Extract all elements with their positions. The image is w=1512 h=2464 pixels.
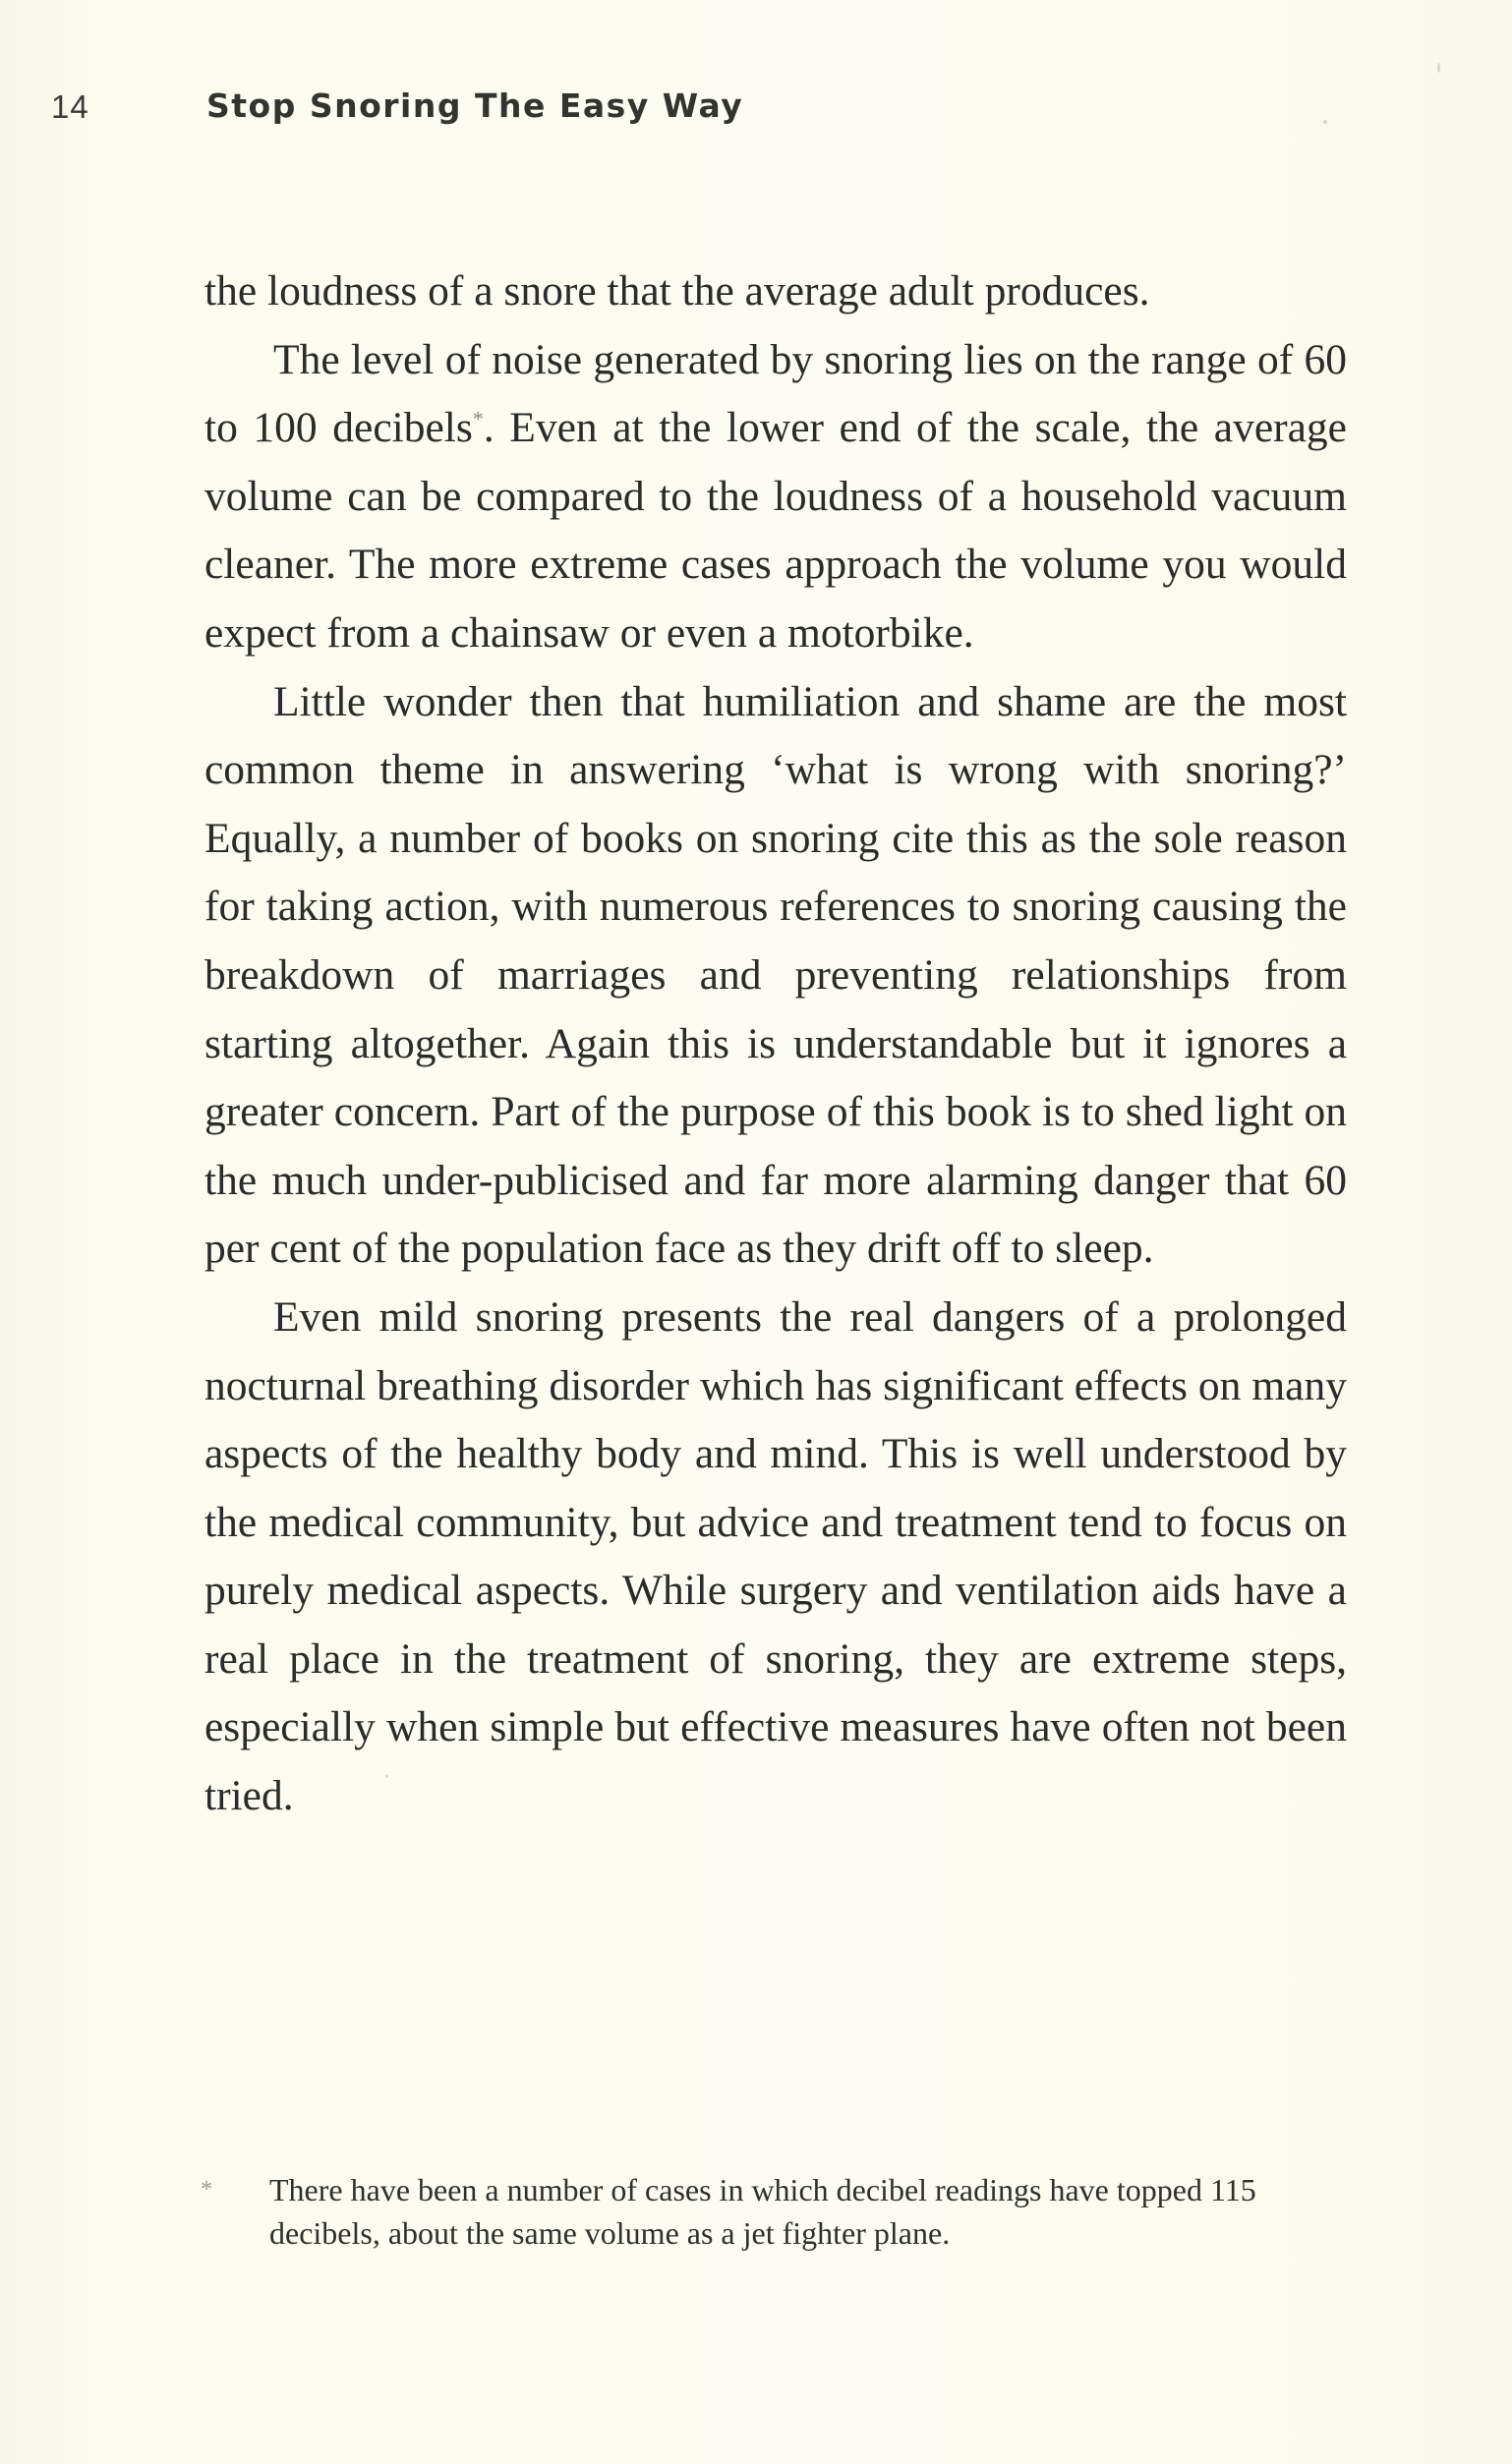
- footnote-text: There have been a number of cases in which decibel readings have topped 115 decibels, about the same volume as a jet fighter plane.: [269, 2172, 1256, 2251]
- footnote: [201, 2168, 1361, 2255]
- paragraph-noise-level-text-start: The level of noise generated by snoring lies on the range of 60 to 100 decibels: [204, 335, 1347, 452]
- paper-speck: [1323, 120, 1327, 124]
- paragraph-noise-level: [204, 326, 1347, 668]
- paper-speck: [1437, 63, 1440, 73]
- paragraph-humiliation: Little wonder then that humiliation and shame are the most common theme in answering ‘what is wrong with snoring?’ Equally, a number of books on snoring cite this as the sole reason for taking action, with numerous references to snoring causing the breakdown of marriages and preventing relationships from starting altogether. Again this is understandable but it ignores a greater concern. Part of the purpose of this book is to shed light on the much under-publicised and far more alarming danger that 60 per cent of the population face as they drift off to sleep.: [204, 677, 1347, 1273]
- footnote-reference: *: [472, 406, 484, 431]
- paragraph-continuation: the loudness of a snore that the average adult produces.: [204, 267, 1150, 315]
- body-text: [204, 258, 1347, 1831]
- page-number: 14: [51, 88, 89, 125]
- running-head: [0, 81, 1512, 140]
- paper-speck: [385, 1775, 388, 1778]
- book-title: Stop Snoring The Easy Way: [206, 86, 744, 125]
- footnote-marker: *: [201, 2177, 212, 2203]
- paragraph-mild-snoring: Even mild snoring presents the real dangers of a prolonged nocturnal breathing disorder which has significant effects on many aspects of the healthy body and mind. This is well understood by the medical community, but advice and treatment tend to focus on purely medical aspects. While surgery and ventilation aids have a real place in the treatment of snoring, they are extreme steps, especially when simple but effective measures have often not been tried.: [204, 1292, 1347, 1820]
- paragraph-noise-level-text-end: . Even at the lower end of the scale, the average volume can be compared to the loudness of a household vacuum cleaner. The more extreme cases approach the volume you would expect from a chainsaw or even a motorbike.: [204, 404, 1347, 657]
